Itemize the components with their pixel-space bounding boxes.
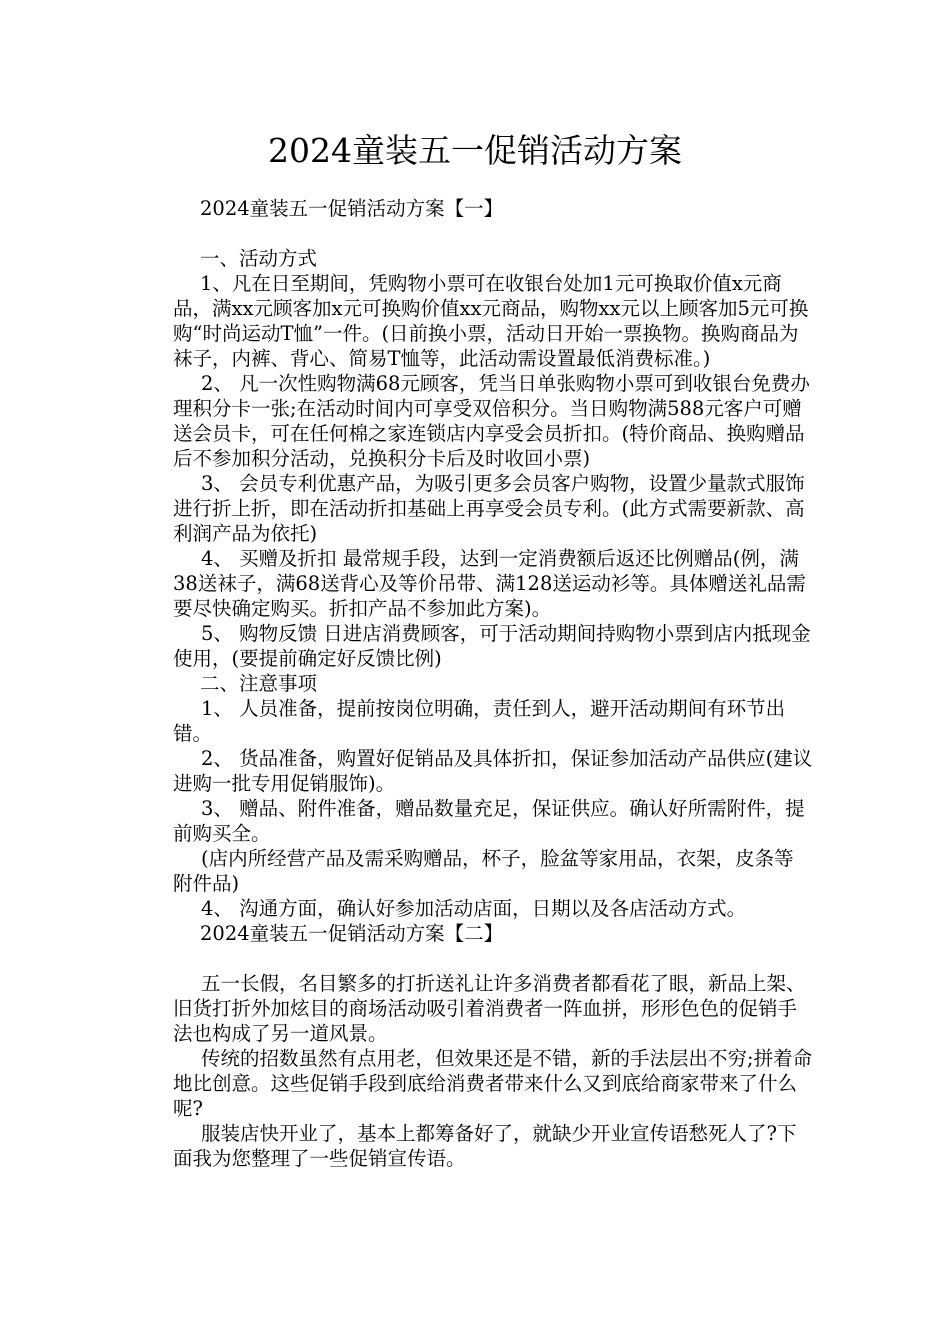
page-title: 2024童装五一促销活动方案 bbox=[268, 131, 682, 170]
document-body bbox=[173, 196, 813, 1171]
paragraph: 五一长假，名目繁多的打折送礼让许多消费者都看花了眼，新品上架、旧货打折外加炫目的商场活动吸引着消费者一阵血拼，形形色色的促销手法也构成了另一道风景。 bbox=[173, 972, 806, 1045]
paragraph: 3、 赠品、附件准备，赠品数量充足，保证供应。确认好所需附件，提前购买全。 bbox=[173, 797, 805, 845]
section-heading-1: 2024童装五一促销活动方案【一】 bbox=[200, 197, 504, 220]
paragraph: 4、 沟通方面，确认好参加活动店面，日期以及各店活动方式。 bbox=[201, 897, 747, 920]
blank-line bbox=[173, 946, 813, 971]
paragraph: 服装店快开业了，基本上都筹备好了，就缺少开业宣传语愁死人了?下面我为您整理了一些促销宣传语。 bbox=[173, 1122, 797, 1170]
paragraph: 3、 会员专利优惠产品，为吸引更多会员客户购物，设置少量款式服饰进行折上折，即在活动折扣基础上再享受会员专利。(此方式需要新款、高利润产品为依托) bbox=[173, 472, 805, 545]
part-heading-activity-methods: 一、活动方式 bbox=[200, 247, 318, 270]
paragraph: 4、 买赠及折扣 最常规手段，达到一定消费额后返还比例赠品(例，满38送袜子，满68送背心及等价吊带、满128送运动衫等。具体赠送礼品需要尽快确定购买。折扣产品不参加此方案)。 bbox=[173, 547, 806, 620]
paragraph: 2、 凡一次性购物满68元顾客，凭当日单张购物小票可到收银台免费办理积分卡一张;在活动时间内可享受双倍积分。当日购物满588元客户可赠送会员卡，可在任何棉之家连锁店内享受会员折扣。(特价商品、换购赠品后不参加积分活动，兑换积分卡后及时收回小票) bbox=[173, 372, 810, 470]
paragraph: 1、 人员准备，提前按岗位明确，责任到人，避开活动期间有环节出错。 bbox=[173, 697, 786, 745]
blank-line bbox=[173, 221, 813, 246]
part-heading-notes: 二、注意事项 bbox=[200, 672, 318, 695]
section-heading-2: 2024童装五一促销活动方案【二】 bbox=[200, 922, 504, 945]
paragraph: 2、 货品准备，购置好促销品及具体折扣，保证参加活动产品供应(建议进购一批专用促销服饰)。 bbox=[173, 747, 813, 795]
paragraph: 传统的招数虽然有点用老，但效果还是不错，新的手法层出不穷;拼着命地比创意。这些促销手段到底给消费者带来什么又到底给商家带来了什么呢? bbox=[173, 1047, 813, 1120]
paragraph: 1、凡在日至期间，凭购物小票可在收银台处加1元可换取价值x元商品，满xx元顾客加x元可换购价值xx元商品，购物xx元以上顾客加5元可换购“时尚运动T恤”一件。(日前换小票，活动日开始一票换物。换购商品为袜子，内裤、背心、简易T恤等，此活动需设置最低消费标准。) bbox=[173, 272, 809, 370]
paragraph: 5、 购物反馈 日进店消费顾客，可于活动期间持购物小票到店内抵现金使用，(要提前确定好反馈比例) bbox=[173, 622, 811, 670]
paragraph: (店内所经营产品及需采购赠品，杯子，脸盆等家用品，衣架，皮条等附件品) bbox=[173, 847, 794, 895]
